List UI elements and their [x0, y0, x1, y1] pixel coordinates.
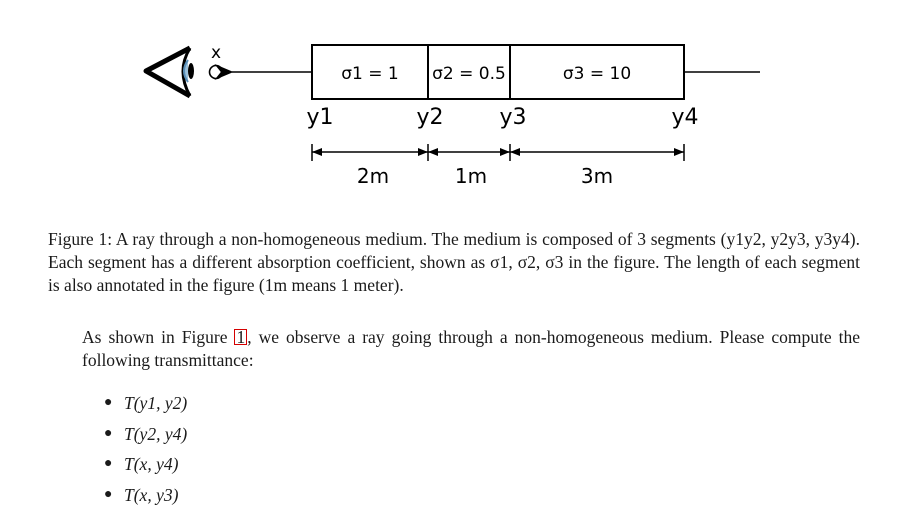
figure-caption [48, 228, 860, 297]
question-paragraph [82, 326, 860, 372]
bullet-icon: ● [104, 456, 113, 471]
point-y3: y3 [499, 105, 527, 130]
length-2: 1m [454, 164, 488, 188]
list-item-text: T(y2, y4) [124, 423, 188, 444]
segment-3-label: σ3 = 10 [562, 64, 632, 84]
paragraph-rest: , we observe a ray going through a non-homogeneous medium. Please compute the following transmittance: [82, 327, 861, 370]
point-y2: y2 [416, 105, 444, 130]
point-y4: y4 [671, 105, 699, 130]
length-3: 3m [580, 164, 614, 188]
transmittance-list [104, 388, 187, 510]
ray-diagram-svg [0, 0, 906, 200]
list-item-text: T(y1, y2) [124, 393, 188, 413]
point-y1: y1 [306, 105, 334, 130]
segment-1-label: σ1 = 1 [341, 64, 399, 84]
segment-2-label: σ2 = 0.5 [432, 64, 506, 84]
caption-text: A ray through a non-homogeneous medium. The medium is composed of 3 segments (y1y2, y2y3, y3y4). Each segment has a different absorption coefficient, shown as σ1, σ2, σ3 in the figure. The length of each segment is also annotated in the figure (1m means 1 meter). [48, 229, 860, 295]
list-item [104, 419, 187, 450]
ray-diagram [0, 0, 906, 200]
observer-point [210, 66, 223, 79]
bullet-icon: ● [104, 425, 113, 441]
eye-label: x [210, 43, 222, 63]
list-item-text: T(x, y4) [124, 454, 179, 474]
length-1: 2m [356, 164, 390, 188]
dimension-line [312, 144, 684, 161]
list-item [104, 388, 187, 419]
paragraph-lead: As shown in Figure [82, 327, 228, 347]
eye-icon [146, 48, 194, 96]
list-item-text: T(x, y3) [124, 484, 179, 505]
list-item [104, 449, 187, 480]
bullet-icon: ● [104, 395, 113, 410]
bullet-icon: ● [104, 486, 113, 502]
figure-reference-link[interactable]: 1 [236, 327, 246, 347]
list-item [104, 480, 187, 511]
caption-prefix: Figure 1: [48, 229, 113, 249]
